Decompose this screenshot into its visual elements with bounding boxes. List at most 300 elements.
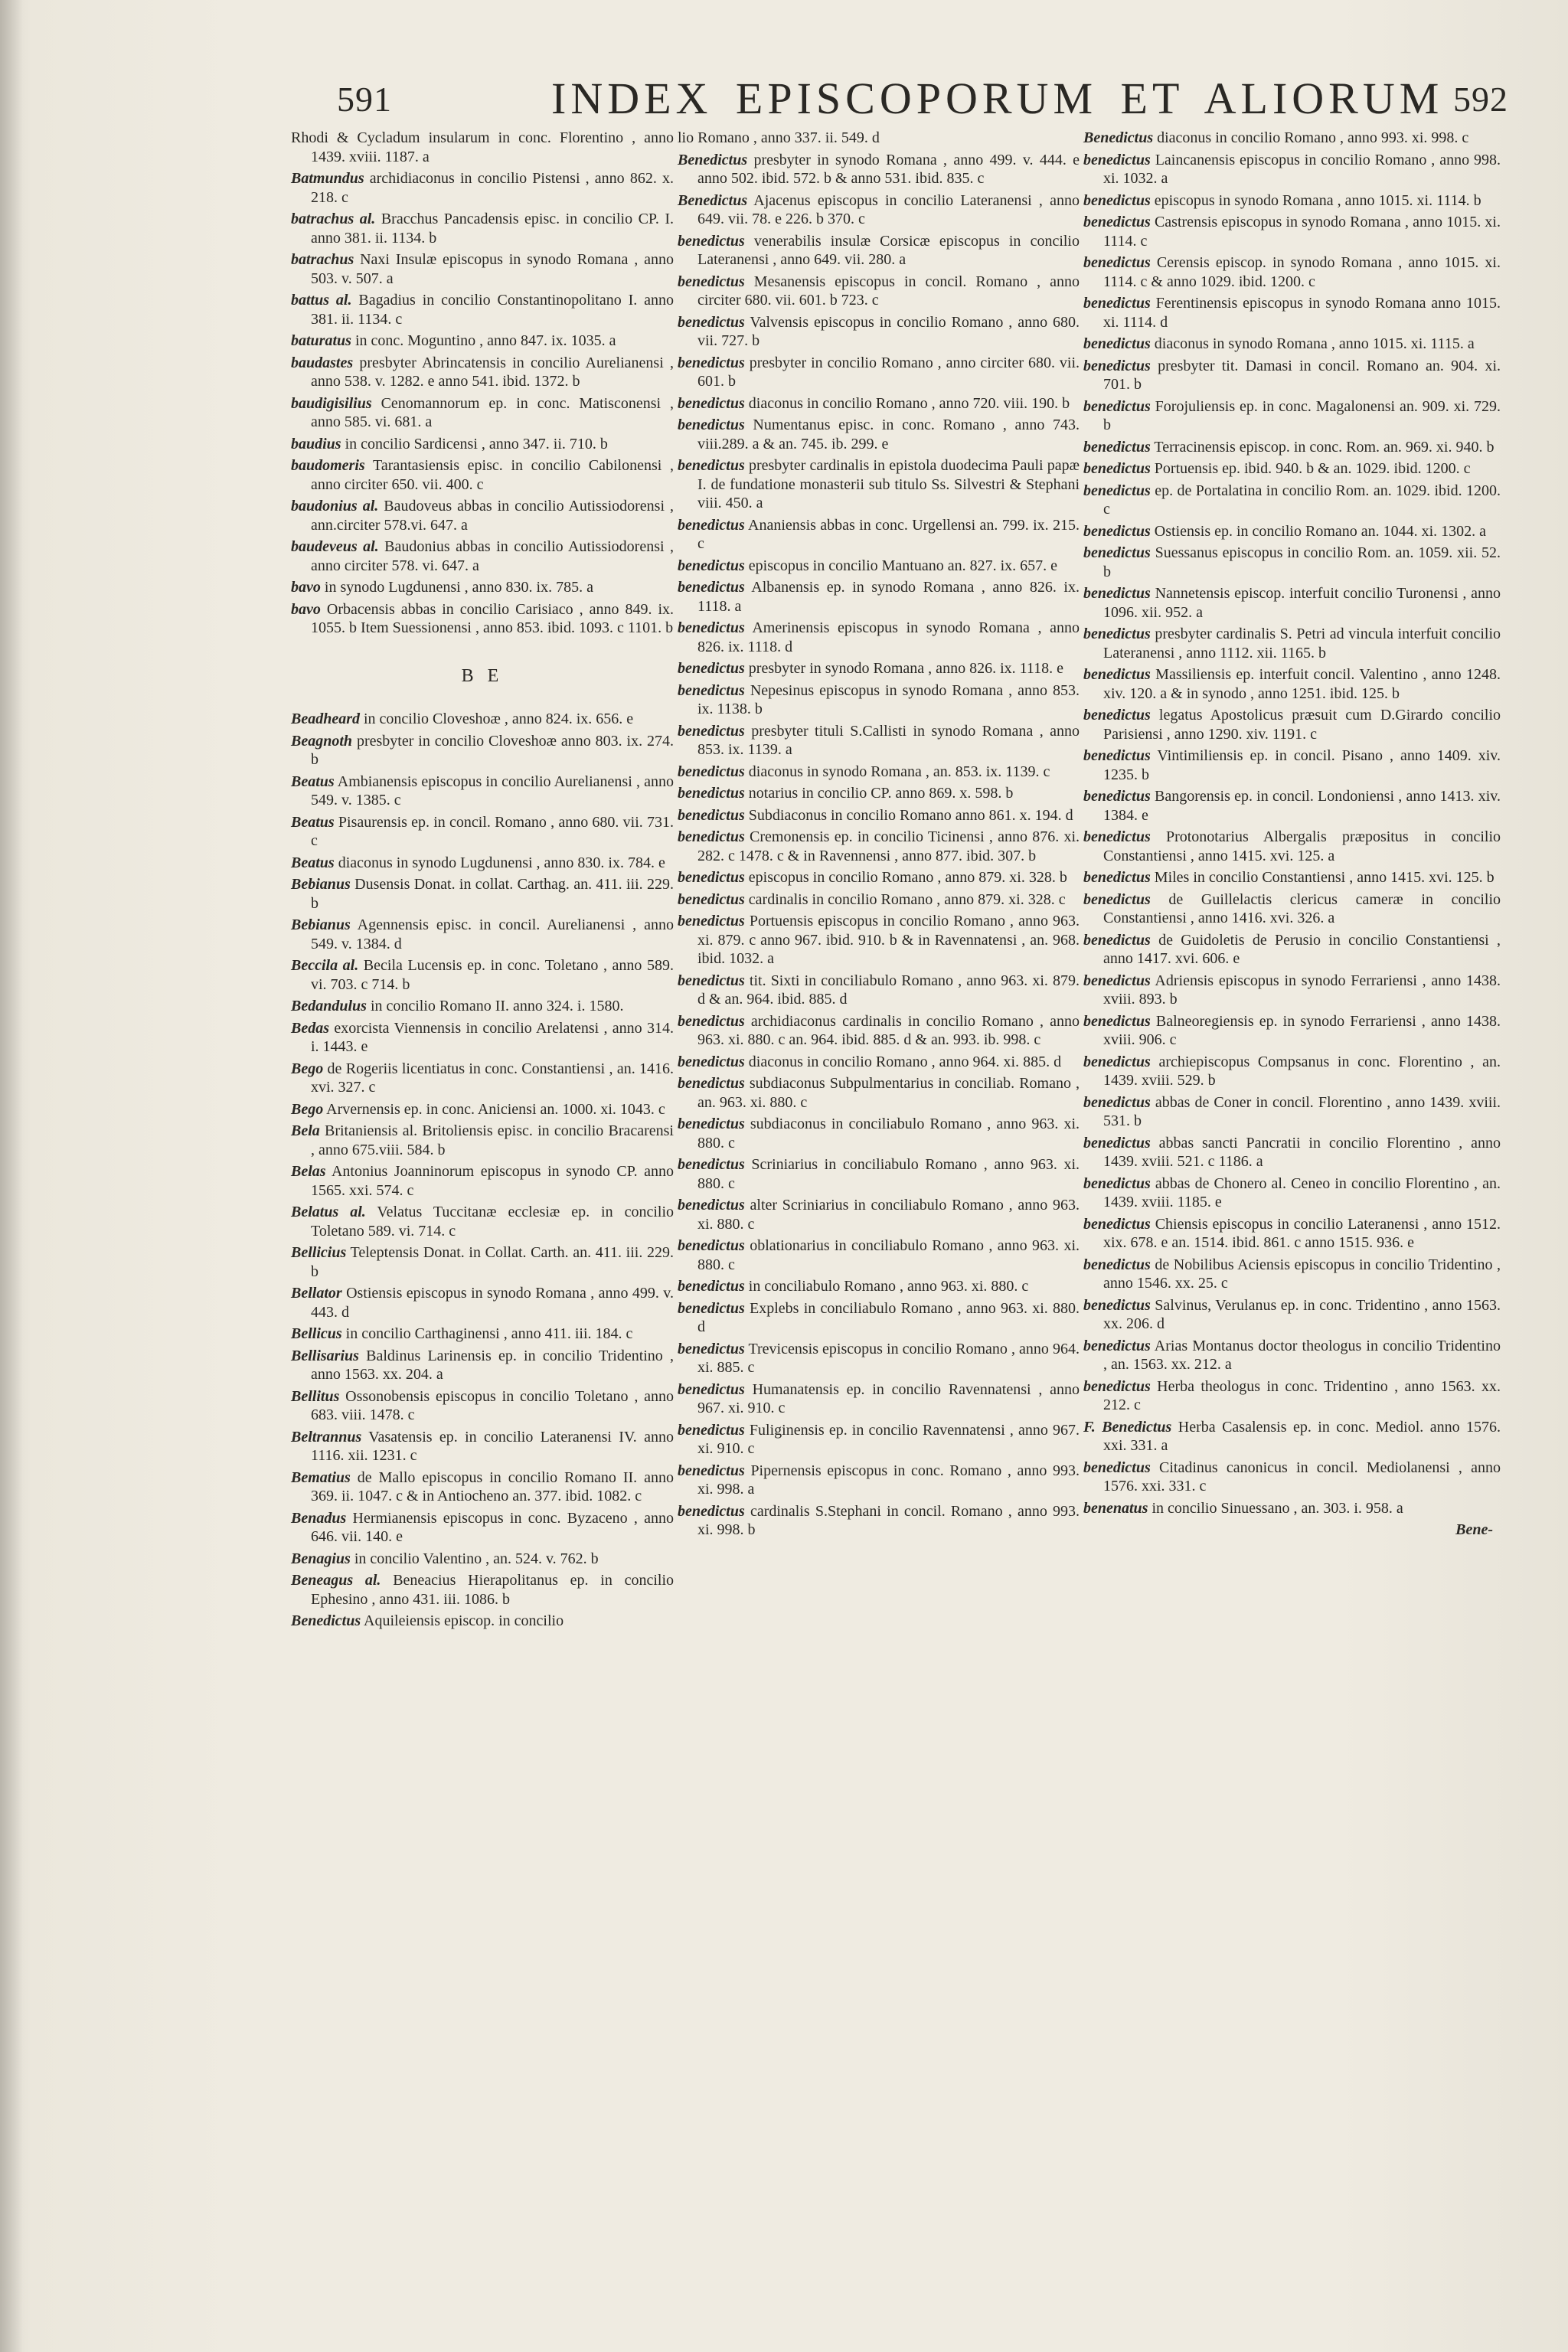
entry-headword: benedictus xyxy=(678,828,745,845)
entry-text: Scriniarius in conciliabulo Romano , anno 963. xi. 880. c xyxy=(697,1156,1080,1192)
entry-headword: benedictus xyxy=(1083,626,1151,642)
entry-text: presbyter in concilio Cloveshoæ anno 803. ix. 274. b xyxy=(311,732,674,768)
entry-headword: Beagnoth xyxy=(291,732,353,750)
index-entry xyxy=(1083,482,1501,519)
entry-text: Salvinus, Verulanus ep. in conc. Tridentino , anno 1563. xx. 206. d xyxy=(1103,1296,1501,1332)
index-entry xyxy=(291,1468,674,1506)
entry-text: Baldinus Larinensis ep. in concilio Tridentino , anno 1563. xx. 204. a xyxy=(311,1347,675,1383)
entry-headword: Beatus xyxy=(291,813,335,831)
index-entry xyxy=(291,875,674,913)
entry-text: Albanensis ep. in synodo Romana , anno 826. ix. 1118. a xyxy=(697,579,1080,615)
index-entry xyxy=(1083,1134,1501,1171)
entry-headword: benedictus xyxy=(678,1502,745,1520)
entry-text: Hermianensis episcopus in conc. Byzaceno , anno 646. vii. 140. e xyxy=(311,1509,674,1545)
entry-headword: baturatus xyxy=(291,332,351,349)
entry-text: Cenomannorum ep. in conc. Matisconensi , anno 585. vi. 681. a xyxy=(311,394,674,430)
entry-text: venerabilis insulæ Corsicæ episcopus in concilio Lateranensi , anno 649. vii. 280. a xyxy=(697,232,1080,268)
entry-text: de Guillelactis clericus cameræ in concilio Constantiensi , anno 1416. xvi. 326. a xyxy=(1103,890,1501,926)
entry-headword: benedictus xyxy=(1083,438,1151,456)
index-entry xyxy=(678,806,1080,825)
index-entry xyxy=(1083,335,1501,354)
entry-text: Antonius Joanninorum episcopus in synodo CP. anno 1565. xxi. 574. c xyxy=(311,1163,674,1199)
entry-headword: benedictus xyxy=(1083,1256,1151,1273)
entry-headword: benedictus xyxy=(678,806,745,824)
index-entry xyxy=(1083,1256,1501,1293)
index-entry xyxy=(291,813,674,851)
entry-headword: benedictus xyxy=(1083,544,1151,561)
entry-text: presbyter in concilio Romano , anno circiter 680. vii. 601. b xyxy=(697,354,1080,390)
entry-text: Rhodi & Cycladum insularum in conc. Florentino , anno 1439. xviii. 1187. a xyxy=(291,129,674,165)
entry-text: Ostiensis ep. in concilio Romano an. 1044. xi. 1302. a xyxy=(1154,522,1487,540)
index-entry xyxy=(678,890,1080,910)
entry-text: Herba Casalensis ep. in conc. Mediol. anno 1576. xxi. 331. a xyxy=(1103,1418,1501,1454)
index-entry xyxy=(291,1347,674,1384)
entry-text: Agennensis episc. in concil. Aurelianensi , anno 549. v. 1384. d xyxy=(311,916,674,952)
entry-text: Chiensis episcopus in concilio Lateranensi , anno 1512. xix. 678. e an. 1514. ibid. 861. c anno 1515. 936. e xyxy=(1103,1215,1501,1251)
entry-headword: benedictus xyxy=(678,1116,745,1132)
index-entry xyxy=(678,1053,1080,1072)
entry-headword: benedictus xyxy=(1083,1093,1151,1111)
entry-headword: bavo xyxy=(291,600,321,618)
entry-text: in concilio Sinuessano , an. 303. i. 958. a xyxy=(1152,1499,1403,1517)
entry-headword: benedictus xyxy=(678,394,745,412)
entry-text: Humanatensis ep. in concilio Ravennatensi , anno 967. xi. 910. c xyxy=(697,1380,1080,1416)
entry-text: diaconus in synodo Romana , anno 1015. xi. 1115. a xyxy=(1154,335,1475,352)
entry-text: episcopus in concilio Romano , anno 879. xi. 328. b xyxy=(748,869,1067,886)
entry-text: Numentanus episc. in conc. Romano , anno 743. viii.289. a & an. 745. ib. 299. e xyxy=(697,416,1080,452)
entry-text: Miles in concilio Constantiensi , anno 1415. xvi. 125. b xyxy=(1154,869,1494,886)
entry-text: Ajacenus episcopus in concilio Lateranensi , anno 649. vii. 78. e 226. b 370. c xyxy=(697,191,1080,227)
index-entry xyxy=(678,722,1080,760)
entry-text: Velatus Tuccitanæ ecclesiæ ep. in concilio Toletano 589. vi. 714. c xyxy=(311,1204,675,1240)
entry-text: Fuliginensis ep. in concilio Ravennatensi , anno 967. xi. 910. c xyxy=(697,1421,1080,1457)
entry-headword: benedictus xyxy=(678,660,745,677)
index-entry xyxy=(291,600,674,638)
index-entry xyxy=(1083,625,1501,662)
index-entry xyxy=(678,681,1080,719)
index-entry xyxy=(291,732,674,769)
entry-text: presbyter cardinalis S. Petri ad vincula interfuit concilio Lateranensi , anno 1112. xii. 1165. b xyxy=(1103,626,1501,662)
index-entry xyxy=(291,291,674,328)
index-entry xyxy=(1083,213,1501,250)
entry-headword: benedictus xyxy=(1083,666,1151,683)
entry-headword: benedictus xyxy=(1083,1174,1151,1192)
entry-headword: benedictus xyxy=(678,1340,745,1357)
entry-headword: benedictus xyxy=(678,1197,745,1214)
entry-text: cardinalis in concilio Romano , anno 879. xi. 328. c xyxy=(748,890,1066,908)
index-entry xyxy=(678,1012,1080,1050)
entry-text: Ossonobensis episcopus in concilio Toletano , anno 683. viii. 1478. c xyxy=(311,1387,674,1423)
entry-text: in conc. Moguntino , anno 847. ix. 1035. a xyxy=(354,332,616,349)
index-entry xyxy=(1083,253,1501,291)
entry-headword: benedictus xyxy=(678,1421,745,1439)
entry-headword: benedictus xyxy=(1083,707,1151,724)
index-entry xyxy=(291,854,674,873)
entry-headword: F. Benedictus xyxy=(1083,1418,1172,1436)
entry-text: Castrensis episcopus in synodo Romana , anno 1015. xi. 1114. c xyxy=(1103,214,1501,250)
index-entry xyxy=(1083,1093,1501,1131)
entry-headword: Bellicius xyxy=(291,1244,347,1261)
index-entry xyxy=(1083,972,1501,1009)
left-page-number: 591 xyxy=(337,80,392,119)
entry-headword: benedictus xyxy=(678,516,745,534)
index-entry xyxy=(291,394,674,432)
entry-headword: benedictus xyxy=(1083,890,1151,908)
index-entry xyxy=(1083,544,1501,581)
index-entry xyxy=(678,313,1080,351)
entry-text: Baudonius abbas in concilio Autissiodorensi , anno circiter 578. vi. 647. a xyxy=(311,538,675,574)
entry-text: Aquileiensis episcop. in concilio xyxy=(364,1612,564,1629)
index-entry xyxy=(291,1387,674,1425)
entry-headword: benedictus xyxy=(1083,295,1151,312)
catchword: Bene- xyxy=(1455,1521,1493,1538)
index-entry xyxy=(291,1100,674,1119)
index-entry xyxy=(678,868,1080,887)
index-entry xyxy=(291,1019,674,1057)
entry-headword: baudonius al. xyxy=(291,498,379,514)
index-entry xyxy=(678,191,1080,229)
entry-text: presbyter tit. Damasi in concil. Romano an. 904. xi. 701. b xyxy=(1103,357,1501,393)
index-entry xyxy=(678,659,1080,678)
entry-headword: benedictus xyxy=(1083,397,1151,415)
entry-headword: Beneagus al. xyxy=(291,1572,381,1589)
entry-headword: benedictus xyxy=(1083,357,1151,374)
index-entry xyxy=(1083,665,1501,703)
entry-headword: benedictus xyxy=(678,785,745,802)
entry-text: Naxi Insulæ episcopus in synodo Romana , anno 503. v. 507. a xyxy=(311,251,675,287)
index-entry xyxy=(291,537,674,575)
index-entry xyxy=(1083,1012,1501,1050)
entry-text: subdiaconus Subpulmentarius in conciliab. Romano , an. 963. xi. 880. c xyxy=(697,1075,1080,1111)
index-entry xyxy=(678,828,1080,865)
entry-headword: baudeveus al. xyxy=(291,538,379,555)
index-entry xyxy=(1083,397,1501,435)
index-entry xyxy=(291,497,674,534)
entry-text: Portuensis ep. ibid. 940. b & an. 1029. ibid. 1200. c xyxy=(1154,460,1471,477)
entry-headword: benedictus xyxy=(1083,214,1151,230)
index-entry xyxy=(678,1074,1080,1112)
entry-text: Trevicensis episcopus in concilio Romano , anno 964. xi. 885. c xyxy=(697,1340,1080,1376)
entry-headword: Bedandulus xyxy=(291,998,367,1014)
index-entry xyxy=(291,169,674,207)
index-entry xyxy=(678,232,1080,270)
index-entry xyxy=(291,1571,674,1609)
index-entry xyxy=(1083,706,1501,743)
entry-headword: benedictus xyxy=(678,416,745,433)
entry-headword: benedictus xyxy=(678,1462,745,1479)
entry-text: presbyter tituli S.Callisti in synodo Romana , anno 853. ix. 1139. a xyxy=(697,722,1080,758)
entry-headword: Beatus xyxy=(291,773,335,790)
entry-text: Portuensis episcopus in concilio Romano , anno 963. xi. 879. c anno 967. ibid. 910. b & in Ravennatensi , an. 968. ibid. 1032. a xyxy=(697,913,1080,967)
entry-text: Arvernensis ep. in conc. Aniciensi an. 1000. xi. 1043. c xyxy=(326,1100,665,1118)
entry-text: legatus Apostolicus præsuit cum D.Girardo concilio Parisiensi , anno 1290. xiv. 1191. c xyxy=(1103,707,1501,743)
entry-headword: benedictus xyxy=(678,273,745,290)
entry-text: Nepesinus episcopus in synodo Romana , anno 853. ix. 1138. b xyxy=(697,681,1080,717)
entry-headword: Beltrannus xyxy=(291,1428,362,1446)
entry-headword: Bela xyxy=(291,1122,320,1139)
index-entry xyxy=(678,1236,1080,1274)
entry-text: cardinalis S.Stephani in concil. Romano , anno 993. xi. 998. b xyxy=(697,1502,1080,1538)
index-entry xyxy=(1083,1459,1501,1496)
index-entry xyxy=(678,129,1080,148)
index-entry xyxy=(1083,746,1501,784)
entry-headword: benedictus xyxy=(1083,191,1151,209)
index-entry xyxy=(291,129,674,166)
entry-text: Cremonensis ep. in concilio Ticinensi , anno 876. xi. 282. c 1478. c & in Ravennensi , anno 877. ibid. 307. b xyxy=(697,828,1080,864)
index-entry xyxy=(1083,1377,1501,1415)
entry-headword: benedictus xyxy=(678,890,745,908)
index-entry xyxy=(291,435,674,454)
entry-text: episcopus in concilio Mantuano an. 827. ix. 657. e xyxy=(748,557,1058,574)
entry-headword: Bedas xyxy=(291,1019,329,1037)
entry-headword: Benagius xyxy=(291,1550,351,1567)
entry-headword: benedictus xyxy=(1083,869,1151,886)
index-entry xyxy=(678,912,1080,969)
entry-headword: benedictus xyxy=(678,1053,745,1070)
entry-text: notarius in concilio CP. anno 869. x. 598. b xyxy=(748,785,1014,802)
index-entry xyxy=(291,1162,674,1200)
entry-text: diaconus in synodo Romana , an. 853. ix. 1139. c xyxy=(748,763,1050,780)
index-entry xyxy=(291,1243,674,1281)
entry-text: Ananiensis abbas in conc. Urgellensi an. 799. ix. 215. c xyxy=(697,516,1080,552)
index-entry xyxy=(1083,1337,1501,1374)
entry-text: Forojuliensis ep. in conc. Magalonensi an. 909. xi. 729. b xyxy=(1103,397,1501,433)
entry-text: Vasatensis ep. in concilio Lateranensi IV. anno 1116. xii. 1231. c xyxy=(311,1428,674,1464)
index-entry xyxy=(1083,1174,1501,1212)
entry-headword: benedictus xyxy=(1083,788,1151,805)
index-entry xyxy=(1083,151,1501,188)
index-entry xyxy=(1083,294,1501,332)
index-entry xyxy=(291,997,674,1016)
entry-text: Mesanensis episcopus in concil. Romano , anno circiter 680. vii. 601. b 723. c xyxy=(697,273,1080,309)
entry-headword: benedictus xyxy=(678,1278,745,1295)
index-entry xyxy=(678,1155,1080,1193)
index-entry xyxy=(678,354,1080,391)
index-entry xyxy=(1083,129,1501,148)
entry-text: in conciliabulo Romano , anno 963. xi. 880. c xyxy=(748,1278,1029,1295)
entry-text: Ferentinensis episcopus in synodo Romana anno 1015. xi. 1114. d xyxy=(1103,295,1501,331)
entry-headword: Beadheard xyxy=(291,710,360,727)
entry-headword: benedictus xyxy=(678,1380,745,1398)
entry-headword: benedictus xyxy=(678,681,745,699)
index-entry xyxy=(1083,1418,1501,1455)
entry-text: lio Romano , anno 337. ii. 549. d xyxy=(678,129,880,146)
entry-headword: benedictus xyxy=(678,1299,745,1317)
entry-headword: benedictus xyxy=(678,763,745,780)
entry-text: oblationarius in conciliabulo Romano , anno 963. xi. 880. c xyxy=(697,1237,1080,1273)
entry-text: Subdiaconus in concilio Romano anno 861. x. 194. d xyxy=(748,806,1073,824)
index-entry xyxy=(678,394,1080,413)
entry-headword: benedictus xyxy=(1083,1012,1151,1030)
entry-text: archidiaconus cardinalis in concilio Romano , anno 963. xi. 880. c an. 964. ibid. 885. d & an. 993. ib. 998. c xyxy=(697,1012,1080,1048)
entry-headword: baudomeris xyxy=(291,457,365,474)
entry-text: in synodo Lugdunensi , anno 830. ix. 785. a xyxy=(324,579,593,596)
index-entry xyxy=(1083,357,1501,394)
index-entry xyxy=(291,354,674,391)
index-entry xyxy=(678,151,1080,188)
entry-headword: benedictus xyxy=(678,579,745,596)
entry-text: Balneoregiensis ep. in synodo Ferrariensi , anno 1438. xviii. 906. c xyxy=(1103,1012,1501,1048)
index-entry xyxy=(291,1550,674,1569)
entry-headword: benedictus xyxy=(678,354,745,371)
entry-headword: benedictus xyxy=(1083,335,1151,352)
index-entry xyxy=(678,1115,1080,1152)
index-entry xyxy=(291,332,674,351)
index-entry xyxy=(1083,459,1501,479)
entry-text: Nannetensis episcop. interfuit concilio Turonensi , anno 1096. xii. 952. a xyxy=(1103,585,1501,621)
entry-text: Ambianensis episcopus in concilio Aurelianensi , anno 549. v. 1385. c xyxy=(311,773,674,808)
entry-text: in concilio Sardicensi , anno 347. ii. 710. b xyxy=(345,435,608,452)
entry-headword: benedictus xyxy=(1083,1134,1151,1152)
index-entry xyxy=(678,972,1080,1009)
index-entry xyxy=(678,516,1080,554)
index-entry xyxy=(291,1284,674,1321)
entry-headword: batrachus xyxy=(291,251,354,268)
entry-headword: Benedictus xyxy=(678,191,748,209)
index-entry xyxy=(1083,1499,1501,1518)
entry-text: Terracinensis episcop. in conc. Rom. an. 969. xi. 940. b xyxy=(1154,438,1494,456)
index-entry xyxy=(1083,1053,1501,1090)
index-entry xyxy=(291,956,674,994)
entry-text: presbyter in synodo Romana , anno 499. v. 444. e anno 502. ibid. 572. b & anno 531. ibid. 835. c xyxy=(697,151,1080,187)
entry-headword: benedictus xyxy=(1083,585,1151,602)
index-entry xyxy=(1083,191,1501,211)
entry-headword: Bematius xyxy=(291,1468,351,1486)
entry-headword: benedictus xyxy=(1083,747,1151,764)
entry-headword: benedictus xyxy=(678,457,745,474)
page-header xyxy=(329,73,1508,126)
entry-text: ep. de Portalatina in concilio Rom. an. 1029. ibid. 1200. c xyxy=(1103,482,1501,518)
index-entry xyxy=(1083,787,1501,825)
entry-text: diaconus in concilio Romano , anno 993. xi. 998. c xyxy=(1157,129,1469,146)
entry-text: Valvensis episcopus in concilio Romano , anno 680. vii. 727. b xyxy=(697,313,1080,349)
entry-headword: benedictus xyxy=(678,313,745,331)
section-heading: B E xyxy=(461,665,504,686)
entry-text: Britaniensis al. Britoliensis episc. in concilio Bracarensi , anno 675.viii. 584. b xyxy=(311,1122,674,1158)
index-entry xyxy=(678,784,1080,803)
entry-text: Explebs in conciliabulo Romano , anno 963. xi. 880. d xyxy=(697,1299,1080,1335)
entry-text: Beneacius Hierapolitanus ep. in concilio Ephesino , anno 431. iii. 1086. b xyxy=(311,1572,675,1608)
entry-text: de Guidoletis de Perusio in concilio Constantiensi , anno 1417. xvi. 606. e xyxy=(1103,931,1501,967)
entry-headword: baudius xyxy=(291,435,341,452)
entry-headword: Beatus xyxy=(291,854,335,871)
index-entry xyxy=(291,1122,674,1159)
index-entry xyxy=(291,916,674,953)
index-entry xyxy=(1083,1215,1501,1253)
index-entry xyxy=(291,1428,674,1465)
entry-headword: Belas xyxy=(291,1163,326,1180)
entry-text: presbyter cardinalis in epistola duodecima Pauli papæ I. de fundatione monasterii sub titulo Ss. Silvestri & Stephani viii. 450. a xyxy=(697,457,1080,511)
running-title: INDEX EPISCOPORUM ET ALIORUM xyxy=(551,74,1444,123)
index-entry xyxy=(678,1277,1080,1296)
index-entry xyxy=(678,1196,1080,1233)
entry-headword: benedictus xyxy=(678,232,745,250)
entry-text: in concilio Valentino , an. 524. v. 762. b xyxy=(354,1550,599,1567)
index-entry xyxy=(1083,828,1501,865)
entry-headword: battus al. xyxy=(291,292,352,309)
entry-text: in concilio Carthaginensi , anno 411. iii. 184. c xyxy=(345,1325,633,1342)
index-entry xyxy=(678,557,1080,576)
entry-text: Tarantasiensis episc. in concilio Cabilonensi , anno circiter 650. vii. 400. c xyxy=(311,457,674,493)
entry-text: exorcista Viennensis in concilio Arelatensi , anno 314. i. 1443. e xyxy=(311,1019,674,1055)
entry-headword: benedictus xyxy=(1083,1337,1151,1354)
entry-headword: benedictus xyxy=(1083,1296,1151,1314)
index-entry xyxy=(291,710,674,729)
entry-headword: Bebianus xyxy=(291,876,351,893)
index-column-1 xyxy=(291,129,674,1634)
entry-headword: Bego xyxy=(291,1100,324,1118)
index-entry xyxy=(678,1462,1080,1499)
entry-headword: benedictus xyxy=(1083,151,1151,168)
index-entry xyxy=(678,1421,1080,1459)
entry-headword: benedictus xyxy=(678,913,745,929)
entry-headword: Bellicus xyxy=(291,1325,342,1342)
entry-headword: Benedictus xyxy=(678,151,748,168)
index-entry xyxy=(291,1612,674,1631)
entry-text: Suessanus episcopus in concilio Rom. an. 1059. xii. 52. b xyxy=(1103,544,1501,580)
entry-headword: benedictus xyxy=(678,722,745,740)
index-entry xyxy=(1083,438,1501,457)
entry-headword: Bebianus xyxy=(291,916,351,933)
index-column-3 xyxy=(1083,129,1501,1540)
entry-headword: bavo xyxy=(291,579,321,596)
entry-text: Pisaurensis ep. in concil. Romano , anno 680. vii. 731. c xyxy=(311,813,674,849)
entry-headword: baudastes xyxy=(291,354,354,371)
index-entry xyxy=(291,1509,674,1547)
entry-text: abbas de Coner in concil. Florentino , anno 1439. xviii. 531. b xyxy=(1103,1093,1501,1129)
entry-text: episcopus in synodo Romana , anno 1015. xi. 1114. b xyxy=(1154,191,1481,209)
index-entry xyxy=(678,763,1080,782)
entry-headword: Benedictus xyxy=(1083,129,1154,146)
index-entry xyxy=(1083,584,1501,622)
entry-text: Pipernensis episcopus in conc. Romano , anno 993. xi. 998. a xyxy=(697,1462,1080,1498)
entry-headword: benedictus xyxy=(678,619,745,636)
entry-text: diaconus in synodo Lugdunensi , anno 830. ix. 784. e xyxy=(338,854,665,871)
index-entry xyxy=(678,1340,1080,1377)
entry-text: in concilio Romano II. anno 324. i. 1580. xyxy=(370,998,624,1014)
entry-text: subdiaconus in conciliabulo Romano , anno 963. xi. 880. c xyxy=(697,1116,1080,1152)
entry-text: diaconus in concilio Romano , anno 964. xi. 885. d xyxy=(748,1053,1062,1070)
entry-headword: benedictus xyxy=(1083,522,1151,540)
index-entry xyxy=(1083,931,1501,969)
entry-text: alter Scriniarius in conciliabulo Romano , anno 963. xi. 880. c xyxy=(697,1197,1080,1233)
index-entry xyxy=(678,456,1080,513)
entry-headword: benedictus xyxy=(1083,1053,1151,1070)
entry-text: Cerensis episcop. in synodo Romana , anno 1015. xi. 1114. c & anno 1029. ibid. 1200. c xyxy=(1103,254,1501,290)
entry-text: diaconus in concilio Romano , anno 720. viii. 190. b xyxy=(748,394,1070,412)
index-entry xyxy=(291,456,674,494)
entry-text: tit. Sixti in conciliabulo Romano , anno 963. xi. 879. d & an. 964. ibid. 885. d xyxy=(697,972,1080,1008)
entry-headword: Bellisarius xyxy=(291,1347,359,1364)
index-entry xyxy=(1083,1296,1501,1334)
page-gutter-shadow xyxy=(0,0,23,2352)
index-entry xyxy=(291,1325,674,1344)
entry-text: Citadinus canonicus in concil. Mediolanensi , anno 1576. xxi. 331. c xyxy=(1103,1459,1501,1494)
entry-text: de Mallo episcopus in concilio Romano II. anno 369. ii. 1047. c & in Antiocheno an. 377. ibid. 1082. c xyxy=(311,1468,674,1504)
entry-text: Vintimiliensis ep. in concil. Pisano , anno 1409. xiv. 1235. b xyxy=(1103,747,1501,783)
entry-text: Orbacensis abbas in concilio Carisiaco , anno 849. ix. 1055. b Item Suessionensi , anno 853. ibid. 1093. c 1101. b xyxy=(311,600,675,636)
entry-headword: benedictus xyxy=(1083,931,1151,949)
entry-text: Adriensis episcopus in synodo Ferrariensi , anno 1438. xviii. 893. b xyxy=(1103,972,1501,1008)
index-entry xyxy=(678,578,1080,616)
entry-text: Amerinensis episcopus in synodo Romana , anno 826. ix. 1118. d xyxy=(697,619,1080,655)
entry-headword: benedictus xyxy=(678,1237,745,1254)
index-entry xyxy=(291,1203,674,1240)
entry-text: Baudoveus abbas in concilio Autissiodorensi , ann.circiter 578.vi. 647. a xyxy=(311,498,674,534)
entry-text: Protonotarius Albergalis præpositus in concilio Constantiensi , anno 1415. xvi. 125. a xyxy=(1103,828,1501,864)
index-entry xyxy=(291,773,674,810)
entry-headword: Bego xyxy=(291,1060,324,1077)
